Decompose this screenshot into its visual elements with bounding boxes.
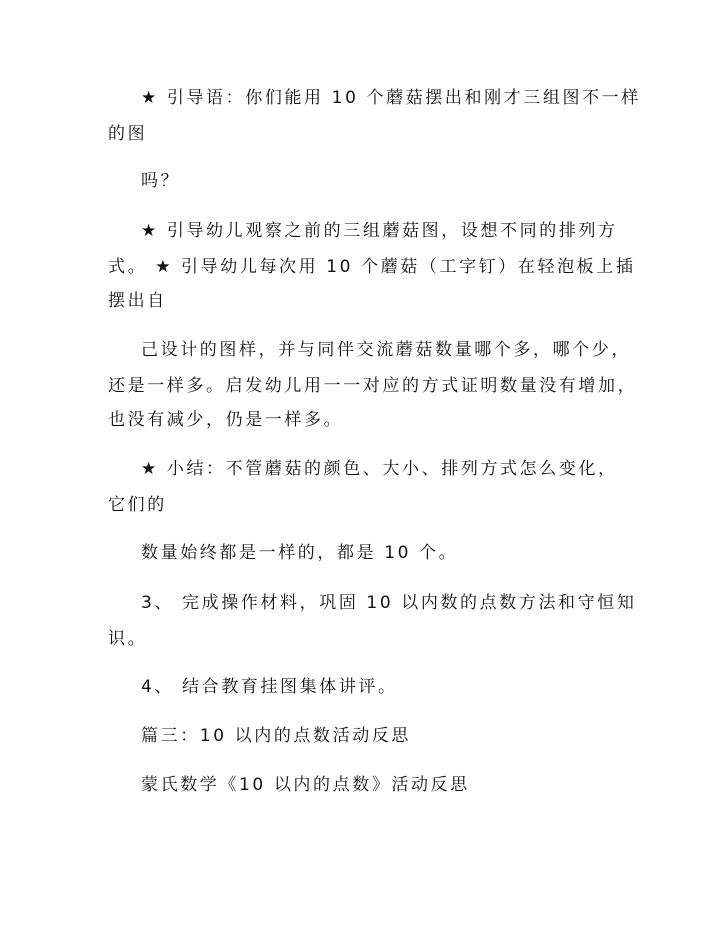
text-line: 识。 [108, 629, 148, 649]
text-line: 式。 ★ 引导幼儿每次用 10 个蘑菇（工字钉）在轻泡板上插 [108, 257, 636, 277]
text-line: ★ 引导语：你们能用 10 个蘑菇摆出和刚才三组图不一样 [141, 88, 641, 108]
section-heading: 篇三：10 以内的点数活动反思 [141, 726, 412, 746]
text-line: 还是一样多。启发幼儿用一一对应的方式证明数量没有增加， [108, 376, 638, 396]
text-line: 吗？ [141, 171, 181, 191]
text-line: 3、 完成操作材料，巩固 10 以内数的点数方法和守恒知 [141, 593, 637, 613]
text-line: 己设计的图样，并与同伴交流蘑菇数量哪个多，哪个少， [141, 340, 631, 360]
text-line: 它们的 [108, 495, 167, 515]
text-line: 的图 [108, 124, 148, 144]
section-subheading: 蒙氏数学《10 以内的点数》活动反思 [141, 775, 470, 795]
text-line: 摆出自 [108, 291, 167, 311]
text-line: 数量始终都是一样的，都是 10 个。 [141, 543, 459, 563]
text-line: 也没有减少，仍是一样多。 [108, 410, 344, 430]
text-line: ★ 小结：不管蘑菇的颜色、大小、排列方式怎么变化， [141, 459, 618, 479]
text-line: 4、 结合教育挂图集体讲评。 [141, 677, 398, 697]
text-line: ★ 引导幼儿观察之前的三组蘑菇图，设想不同的排列方 [141, 221, 618, 241]
